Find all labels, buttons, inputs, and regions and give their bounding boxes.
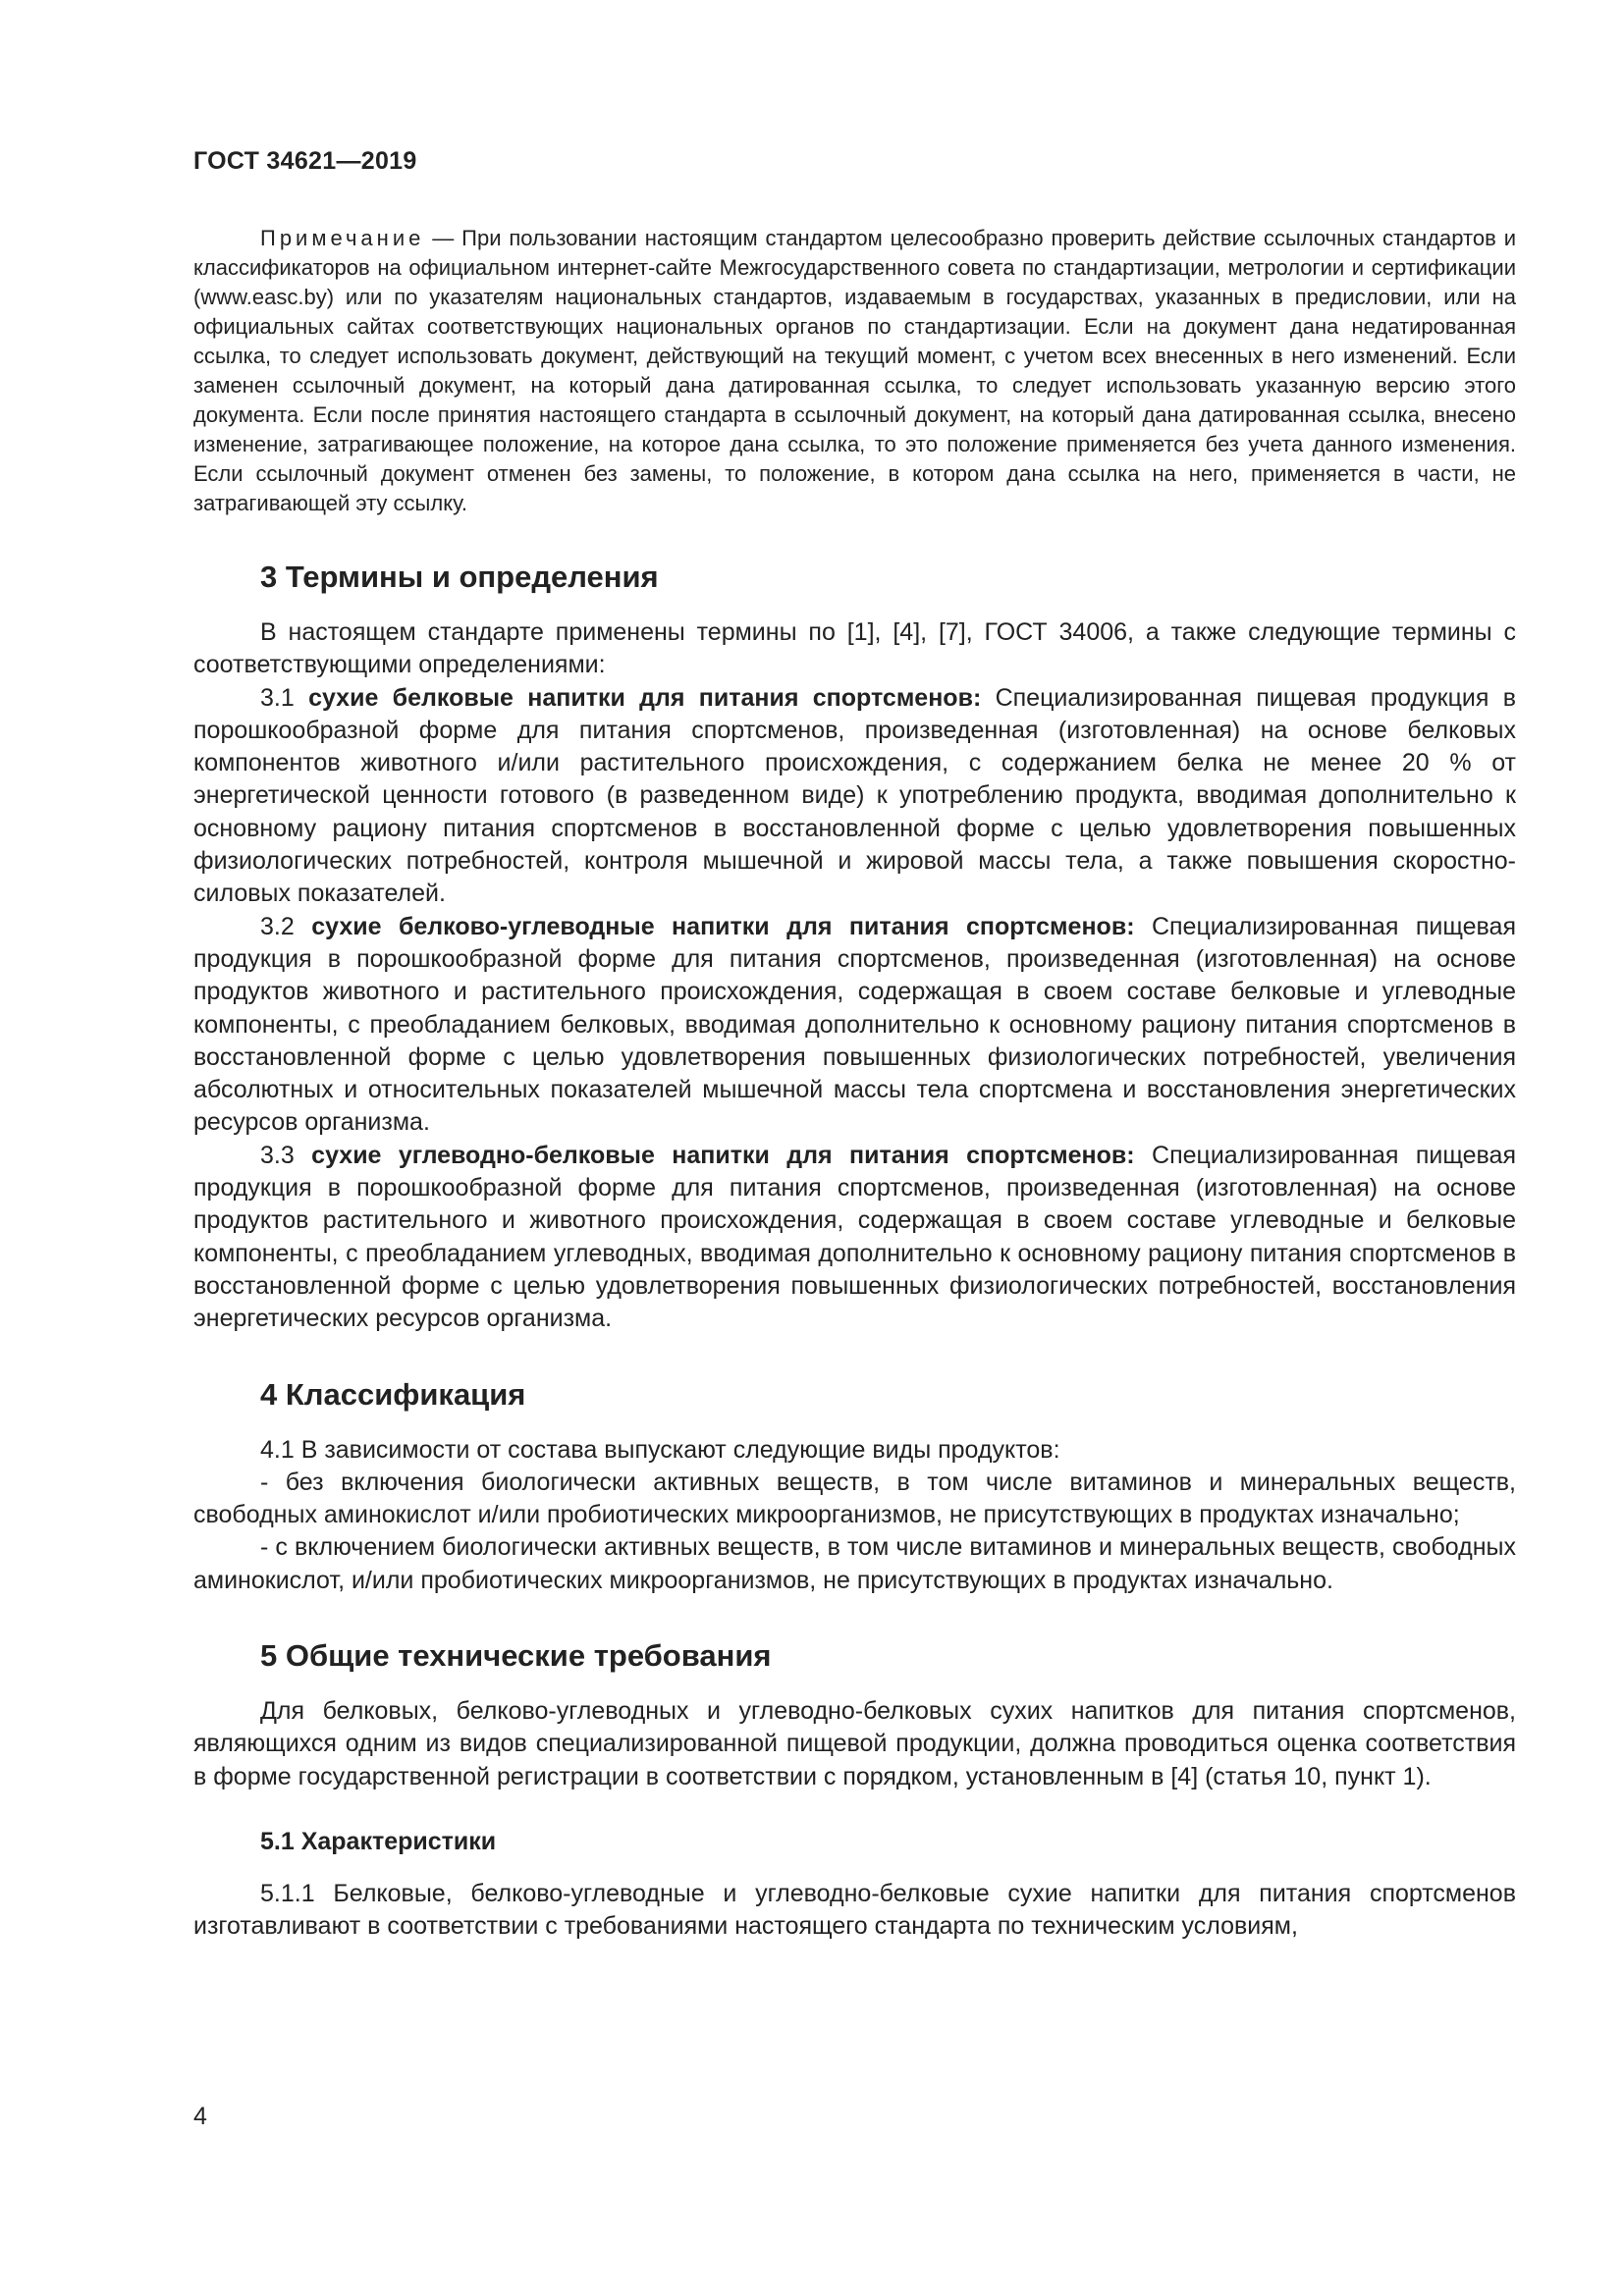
term-name: сухие белковые напитки для питания спортсменов: bbox=[308, 683, 982, 712]
section-3-intro: В настоящем стандарте применены термины по [1], [4], [7], ГОСТ 34006, а также следующие термины с соответствующими определениями: bbox=[193, 618, 1516, 679]
note-text: — При пользовании настоящим стандартом целесообразно проверить действие ссылочных стандартов и классификаторов на официальном интернет-сайте Межгосударственного совета по стандартизации, метрологии и сертификации (www.easc.by) или по указателям национальных стандартов, издаваемым в государствах, указанных в предисловии, или на официальных сайтах соответствующих национальных органов по стандартизации. Если на документ дана недатированная ссылка, то следует использовать документ, действующий на текущий момент, с учетом всех внесенных в него изменений. Если заменен ссылочный документ, на который дана датированная ссылка, то следует использовать указанную версию этого документа. Если после принятия настоящего стандарта в ссылочный документ, на который дана датированная ссылка, внесено изменение, затрагивающее положение, на которое дана ссылка, то это положение применяется без учета данного изменения. Если ссылочный документ отменен без замены, то положение, в котором дана ссылка на него, применяется в части, не затрагивающей эту ссылку. bbox=[193, 226, 1516, 515]
clause-5-1-1: 5.1.1 Белковые, белково-углеводные и углеводно-белковые сухие напитки для питания спортсменов изготавливают в соответствии с требованиями настоящего стандарта по техническим условиям, bbox=[193, 1879, 1516, 1941]
reference-note bbox=[193, 224, 1516, 518]
list-item: - с включением биологически активных веществ, в том числе витаминов и минеральных веществ, свободных аминокислот, и/или пробиотических микроорганизмов, не присутствующих в продуктах изначально. bbox=[193, 1533, 1516, 1594]
term-number: 3.2 bbox=[260, 912, 312, 940]
subsection-5-1-heading: 5.1 Характеристики bbox=[260, 1827, 497, 1855]
list-item: - без включения биологически активных веществ, в том числе витаминов и минеральных веществ, свободных аминокислот и/или пробиотических микроорганизмов, не присутствующих в продуктах изначально; bbox=[193, 1468, 1516, 1529]
document-header: ГОСТ 34621—2019 bbox=[193, 147, 417, 175]
note-label: Примечание bbox=[260, 226, 425, 250]
section-4-heading: 4 Классификация bbox=[260, 1376, 526, 1412]
section-5-intro: Для белковых, белково-углеводных и углеводно-белковых сухих напитков для питания спортсменов, являющихся одним из видов специализированной пищевой продукции, должна проводиться оценка соответствия в форме государственной регистрации в соответствии с порядком, установленным в [4] (статья 10, пункт 1). bbox=[193, 1697, 1516, 1790]
term-3-3 bbox=[193, 1140, 1516, 1336]
clause-4-1: 4.1 В зависимости от состава выпускают следующие виды продуктов: bbox=[260, 1435, 1060, 1464]
term-3-1 bbox=[193, 682, 1516, 911]
term-3-2 bbox=[193, 911, 1516, 1140]
term-definition: Специализированная пищевая продукция в порошкообразной форме для питания спортсменов, произведенная (изготовленная) на основе белковых компонентов животного и/или растительного происхождения, с содержанием белка не менее 20 % от энергетической ценности готового (в разведенном виде) к употреблению продукта, вводимая дополнительно к основному рациону питания спортсменов в восстановленной форме с целью удовлетворения повышенных физиологических потребностей, контроля мышечной и жировой массы тела, а также повышения скоростно-силовых показателей. bbox=[193, 683, 1516, 908]
term-name: сухие углеводно-белковые напитки для питания спортсменов: bbox=[311, 1141, 1135, 1169]
page-content bbox=[193, 224, 1516, 1944]
term-definition: Специализированная пищевая продукция в порошкообразной форме для питания спортсменов, произведенная (изготовленная) на основе продуктов растительного и животного происхождения, содержащая в своем составе углеводные и белковые компоненты, с преобладанием углеводных, вводимая дополнительно к основному рациону питания спортсменов в восстановленной форме с целью удовлетворения повышенных физиологических потребностей, восстановления энергетических ресурсов организма. bbox=[193, 1141, 1516, 1333]
term-definition: Специализированная пищевая продукция в порошкообразной форме для питания спортсменов, произведенная (изготовленная) на основе продуктов животного и растительного происхождения, содержащая в своем составе белковые и углеводные компоненты, с преобладанием белковых, вводимая дополнительно к основному рациону питания спортсменов в восстановленной форме с целью удовлетворения повышенных физиологических потребностей, увеличения абсолютных и относительных показателей мышечной массы тела спортсмена и восстановления энергетических ресурсов организма. bbox=[193, 912, 1516, 1137]
page-number: 4 bbox=[193, 2103, 207, 2130]
term-number: 3.3 bbox=[260, 1141, 312, 1169]
term-number: 3.1 bbox=[260, 683, 309, 712]
section-3-heading: 3 Термины и определения bbox=[260, 560, 659, 594]
term-name: сухие белково-углеводные напитки для питания спортсменов: bbox=[311, 912, 1135, 940]
section-5-heading: 5 Общие технические требования bbox=[260, 1638, 772, 1674]
